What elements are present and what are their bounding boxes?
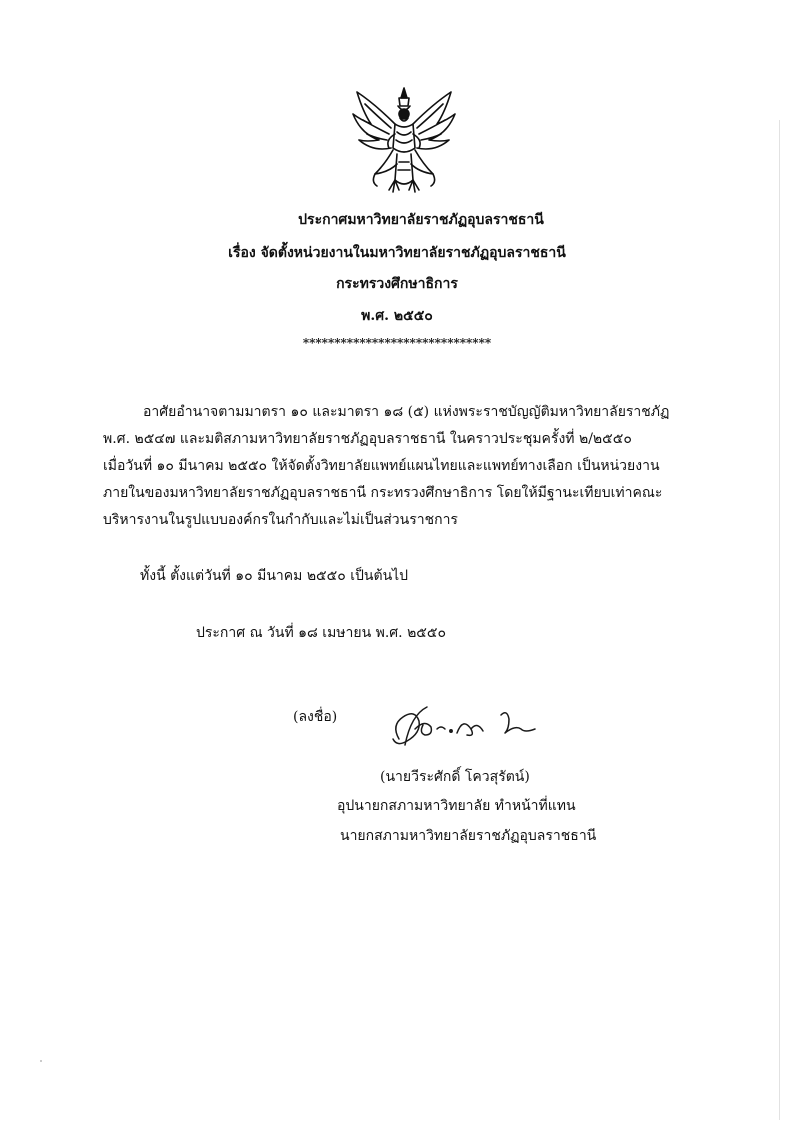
signer-name: (นายวีระศักดิ์ โควสุรัตน์) xyxy=(380,769,530,785)
announcement-subject: เรื่อง จัดตั้งหน่วยงานในมหาวิทยาลัยราชภัฏอุบลราชธานี xyxy=(228,245,566,261)
ministry-line: กระทรวงศึกษาธิการ xyxy=(336,276,458,292)
body-line-1: อาศัยอำนาจตามมาตรา ๑๐ และมาตรา ๑๘ (๕) แห่งพระราชบัญญัติมหาวิทยาลัยราชภัฏ xyxy=(143,404,670,420)
scan-speck xyxy=(40,1060,42,1062)
handwritten-signature-icon xyxy=(385,695,553,757)
body-line-4: ภายในของมหาวิทยาลัยราชภัฏอุบลราชธานี กระทรวงศึกษาธิการ โดยให้มีฐานะเทียบเท่าคณะ xyxy=(103,485,663,501)
effective-date-line: ทั้งนี้ ตั้งแต่วันที่ ๑๐ มีนาคม ๒๕๕๐ เป็นต้นไป xyxy=(140,568,409,584)
announcement-title: ประกาศมหาวิทยาลัยราชภัฏอุบลราชธานี xyxy=(298,212,544,228)
separator-stars: ****************************** xyxy=(302,336,492,350)
body-line-5: บริหารงานในรูปแบบองค์กรในกำกับและไม่เป็นส่วนราชการ xyxy=(103,512,458,528)
announcement-date-line: ประกาศ ณ วันที่ ๑๘ เมษายน พ.ศ. ๒๕๕๐ xyxy=(196,625,447,641)
body-line-2: พ.ศ. ๒๕๔๗ และมติสภามหาวิทยาลัยราชภัฏอุบลราชธานี ในคราวประชุมครั้งที่ ๒/๒๕๕๐ xyxy=(103,431,632,447)
signer-position-2: นายกสภามหาวิทยาลัยราชภัฏอุบลราชธานี xyxy=(340,828,597,844)
body-line-3: เมื่อวันที่ ๑๐ มีนาคม ๒๕๕๐ ให้จัดตั้งวิทยาลัยแพทย์แผนไทยและแพทย์ทางเลือก เป็นหน่วยงาน xyxy=(103,458,660,474)
year-line: พ.ศ. ๒๕๕๐ xyxy=(361,308,433,324)
garuda-emblem-icon xyxy=(345,84,463,196)
scan-edge-line xyxy=(779,120,780,1120)
signer-position-1: อุปนายกสภามหาวิทยาลัย ทำหน้าที่แทน xyxy=(337,798,576,814)
sign-label: (ลงชื่อ) xyxy=(293,709,338,725)
